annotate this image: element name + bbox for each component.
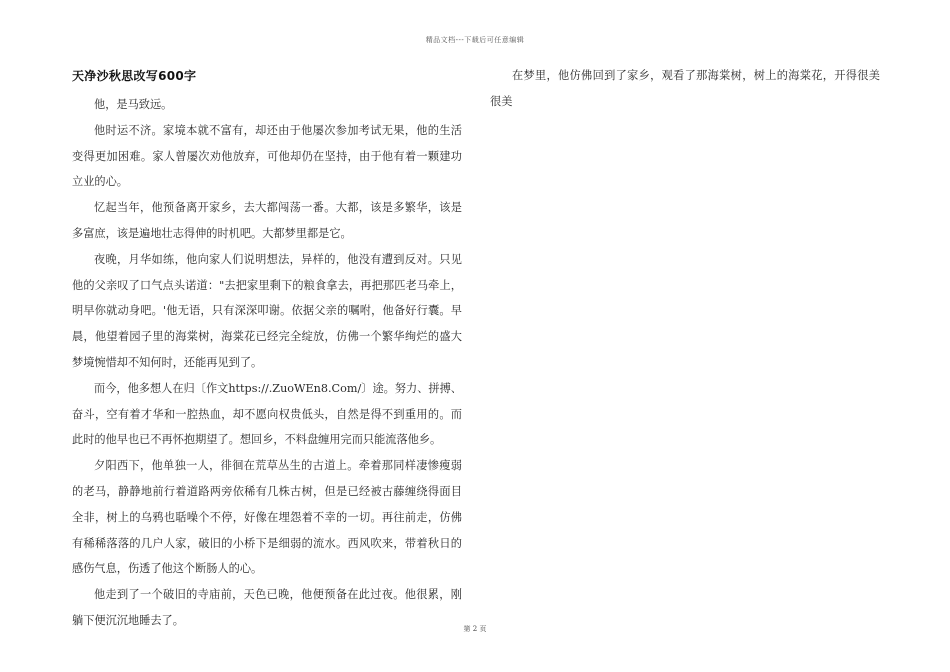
page-header: 精品文档---下载后可任意编辑 [425, 36, 525, 44]
right-column [490, 66, 880, 115]
left-column [72, 66, 462, 634]
paragraph: 他时运不济。家境本就不富有，却还由于他屡次参加考试无果，他的生活变得更加困难。家人曾屡次劝他放弃，可他却仍在坚持，由于他有着一颗建功立业的心。 [72, 123, 462, 189]
paragraph: 他走到了一个破旧的寺庙前，天色已晚，他便预备在此过夜。他很累，刚躺下便沉沉地睡去了。 [72, 588, 462, 627]
paragraph: 在梦里，他仿佛回到了家乡，观看了那海棠树，树上的海棠花，开得很美很美 [490, 69, 880, 108]
paragraph: 忆起当年，他预备离开家乡，去大都闯荡一番。大都，该是多繁华，该是多富庶，该是遍地壮志得伸的时机吧。大都梦里都是它。 [72, 201, 462, 240]
article-title: 天净沙秋思改写600字 [72, 69, 197, 83]
paragraph: 而今，他多想人在归〔作文https://.ZuoWEn8.Com/〕途。努力、拼搏、奋斗，空有着才华和一腔热血，却不愿向权贵低头，自然是得不到重用的。而此时的他早也已不再怀抱期望了。想回乡，不料盘缠用完而只能流落他乡。 [72, 381, 462, 447]
paragraph: 夜晚，月华如练，他向家人们说明想法，异样的，他没有遭到反对。只见他的父亲叹了口气点头诺道："去把家里剩下的粮食拿去，再把那匹老马牵上，明早你就动身吧。'他无语，只有深深叩谢。依据父亲的嘱咐，他备好行囊。早晨，他望着园子里的海棠树，海棠花已经完全绽放，仿佛一个繁华绚烂的盛大梦境惋惜却不知何时，还能再见到了。 [72, 252, 462, 369]
page-number: 第 2 页 [463, 625, 487, 633]
paragraph: 夕阳西下，他单独一人，徘徊在荒草丛生的古道上。牵着那同样凄惨瘦弱的老马，静静地前行着道路两旁依稀有几株古树，但是已经被古藤缠绕得面目全非，树上的乌鸦也聒噪个不停，好像在埋怨着不幸的一切。再往前走，仿佛有稀稀落落的几户人家，破旧的小桥下是细弱的流水。西风吹来，带着秋日的感伤气息，伤透了他这个断肠人的心。 [72, 459, 462, 576]
paragraph: 他，是马致远。 [94, 98, 173, 111]
